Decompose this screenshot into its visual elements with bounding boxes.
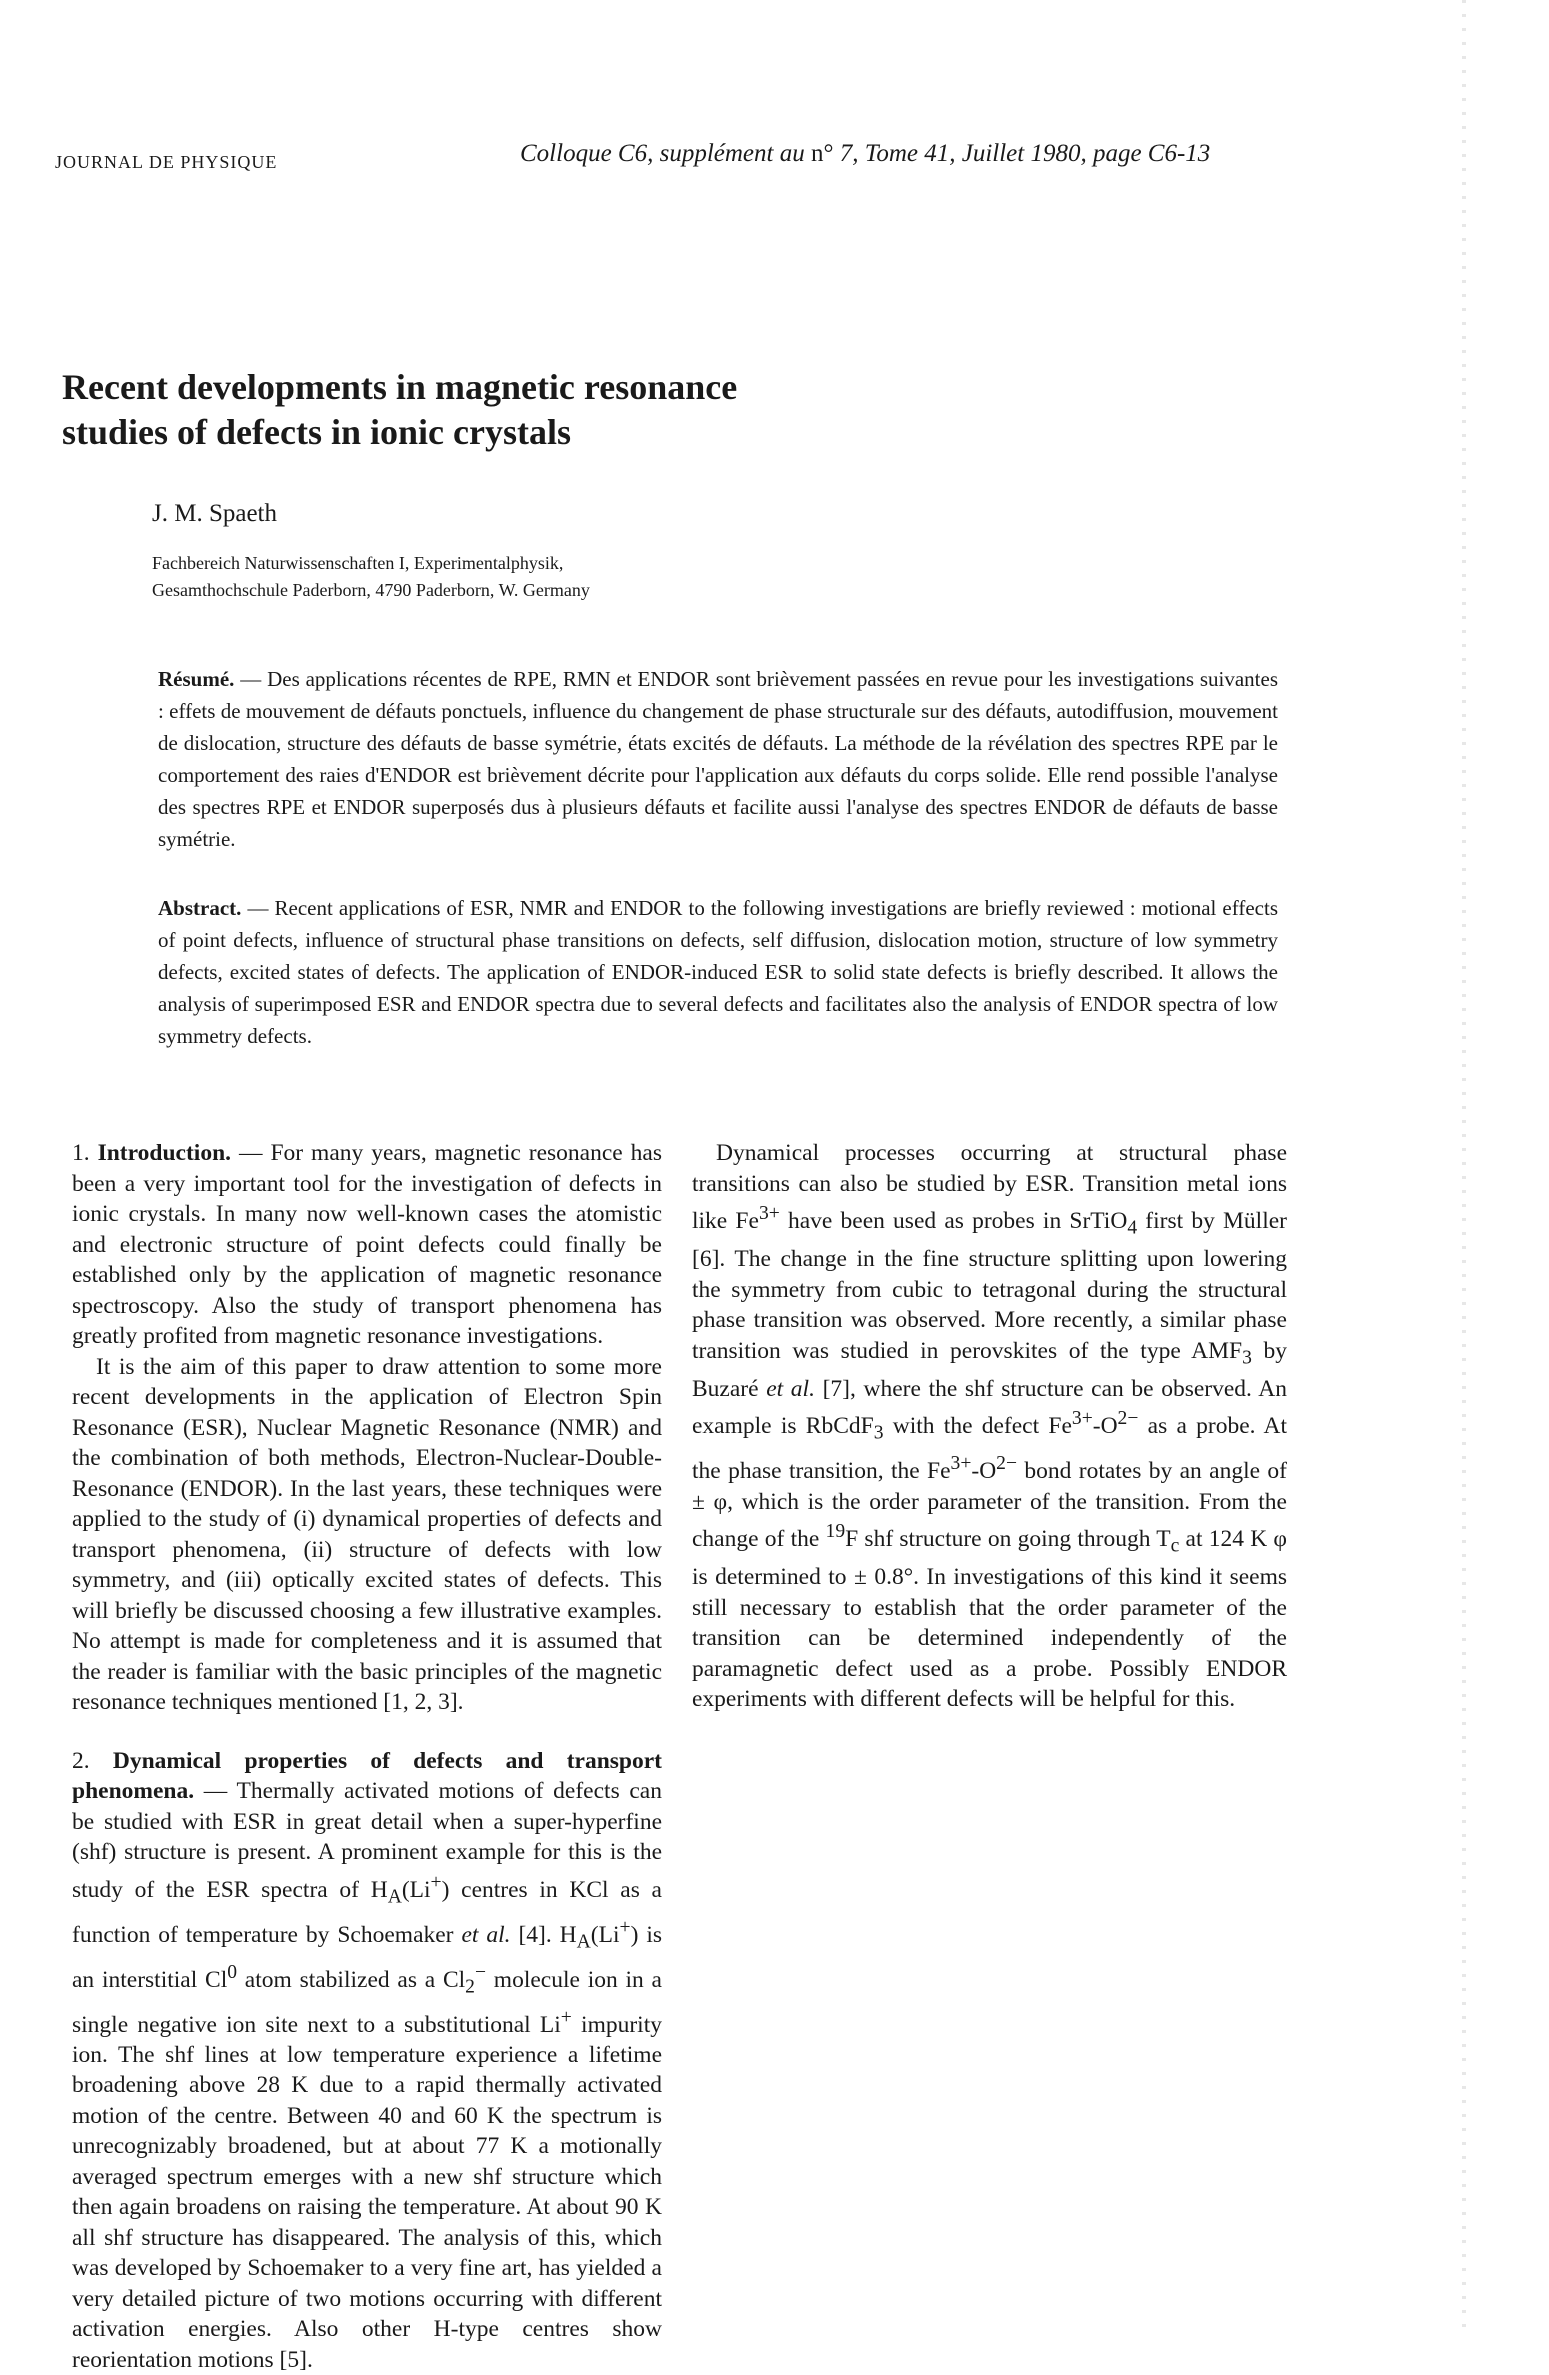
- title-line-2: studies of defects in ionic crystals: [62, 410, 962, 455]
- section-2-paragraph-1: [72, 1746, 662, 2375]
- p3-sup: 2−: [996, 1453, 1017, 1474]
- p3-text: as a probe. At the phase transition, the Fe: [692, 1413, 1287, 1484]
- p3-sup: 3+: [951, 1453, 972, 1474]
- abstract-paragraph: [158, 892, 1278, 1052]
- s2-sup: +: [561, 2007, 572, 2028]
- affiliation: [152, 550, 852, 604]
- article-title: [62, 365, 962, 455]
- p3-text: bond rotates by an angle of ± φ, which is the order parameter of the transition. From the change of the: [692, 1458, 1287, 1552]
- p3-sub: 3: [874, 1423, 884, 1444]
- journal-name: JOURNAL DE PHYSIQUE: [55, 152, 277, 173]
- p3-sub: c: [1171, 1536, 1180, 1557]
- p3-text: F shf structure on going through T: [845, 1526, 1170, 1552]
- number-label: n°: [811, 140, 834, 167]
- p3-text: -O: [971, 1458, 996, 1484]
- resume-text: — Des applications récentes de RPE, RMN et ENDOR sont brièvement passées en revue pour les investigations suivantes : effets de mouvement de défauts ponctuels, influence du changement de phase structurale sur des défauts, autodiffusion, mouvement de dislocation, structure des défauts de basse symétrie, états excités de défauts. La méthode de la révélation des spectres RPE par le comportement des raies d'ENDOR est brièvement décrite pour l'application aux défauts du corps solide. Elle rend possible l'analyse des spectres RPE et ENDOR superposés dus à plusieurs défauts et facilite aussi l'analyse des spectres ENDOR de défauts de basse symétrie.: [158, 667, 1278, 851]
- section-1-title: Introduction.: [98, 1140, 231, 1166]
- issue-details: 7, Tome 41, Juillet 1980, page C6-13: [840, 140, 1211, 167]
- section-2-title: Dynamical properties of defects and transport phenomena.: [72, 1748, 662, 1805]
- issue-line: [520, 140, 1280, 168]
- body-column-right: [692, 1138, 1287, 1715]
- s2-sub: A: [577, 1931, 591, 1952]
- s2-text: [4]. H: [511, 1921, 577, 1947]
- author-name: J. M. Spaeth: [152, 500, 277, 528]
- s2-sup: −: [475, 1962, 486, 1983]
- resume-label: Résumé.: [158, 667, 234, 691]
- affiliation-line-1: Fachbereich Naturwissenschaften I, Experimentalphysik,: [152, 550, 852, 577]
- scan-edge-artifact: [1462, 0, 1466, 2338]
- s2-italic: et al.: [461, 1921, 510, 1947]
- p3-sub: 3: [1242, 1347, 1252, 1368]
- section-2-paragraph-2: [692, 1138, 1287, 1715]
- p3-text: have been used as probes in SrTiO: [780, 1208, 1128, 1234]
- s2-sub: A: [388, 1886, 402, 1907]
- colloque-prefix: Colloque C6, supplément au: [520, 140, 805, 167]
- s2-text: atom stabilized as a Cl: [237, 1966, 465, 1992]
- p3-text: Dynamical processes occurring at structural phase transitions can also be studied by ESR. Transition metal ions like Fe: [692, 1140, 1287, 1234]
- s2-text: ) centres in KCl as a function of temperature by Schoemaker: [72, 1876, 662, 1947]
- body-column-left: [72, 1138, 662, 2375]
- p3-text: first by Müller [6]. The change in the fine structure splitting upon lowering the symmetry from cubic to tetragonal during the structural phase transition was observed. More recently, a similar phase transition was studied in perovskites of the type AMF: [692, 1208, 1287, 1364]
- resume-paragraph: [158, 663, 1278, 855]
- s2-text: ) is an interstitial Cl: [72, 1921, 662, 1992]
- p3-text: with the defect Fe: [884, 1413, 1072, 1439]
- p3-text: -O: [1093, 1413, 1118, 1439]
- s2-sup: +: [431, 1872, 442, 1893]
- section-1-paragraph-2: It is the aim of this paper to draw attention to some more recent developments in the application of Electron Spin Resonance (ESR), Nuclear Magnetic Resonance (NMR) and the combination of both methods, Electron-Nuclear-Double-Resonance (ENDOR). In the last years, these techniques were applied to the study of (i) dynamical properties of defects and transport phenomena, (ii) structure of defects with low symmetry, and (iii) optically excited states of defects. This will briefly be discussed choosing a few illustrative examples. No attempt is made for completeness and it is assumed that the reader is familiar with the basic principles of the magnetic resonance techniques mentioned [1, 2, 3].: [72, 1352, 662, 1718]
- p3-sup: 3+: [759, 1203, 780, 1224]
- section-1-number: 1.: [72, 1140, 90, 1166]
- p3-sup: 19: [826, 1521, 846, 1542]
- affiliation-line-2: Gesamthochschule Paderborn, 4790 Paderborn, W. Germany: [152, 577, 852, 604]
- s2-text: (Li: [591, 1921, 620, 1947]
- abstract-label: Abstract.: [158, 896, 241, 920]
- p3-sub: 4: [1127, 1218, 1137, 1239]
- s2-sup: +: [620, 1917, 631, 1938]
- s2-text: (Li: [402, 1876, 431, 1902]
- s2-text: — Thermally activated motions of defects can be studied with ESR in great detail when a super-hyperfine (shf) structure is present. A prominent example for this is the study of the ESR spectra of H: [72, 1778, 662, 1902]
- section-1-paragraph-1: [72, 1138, 662, 1352]
- s2-text: impurity ion. The shf lines at low temperature experience a lifetime broadening above 28 K due to a rapid thermally activated motion of the centre. Between 40 and 60 K the spectrum is unrecognizably broadened, but at about 77 K a motionally averaged spectrum emerges with a new shf structure which then again broadens on raising the temperature. At about 90 K all shf structure has disappeared. The analysis of this, which was developed by Schoemaker to a very fine art, has yielded a very detailed picture of two motions occurring with different activation energies. Also other H-type centres show reorientation motions [5].: [72, 2011, 662, 2373]
- p3-italic: et al.: [766, 1376, 815, 1402]
- s2-text: molecule ion in a single negative ion site next to a substitutional Li: [72, 1966, 662, 2037]
- s2-sup: 0: [227, 1962, 237, 1983]
- p3-text: [7], where the shf structure can be observed. An example is RbCdF: [692, 1376, 1287, 1439]
- title-line-1: Recent developments in magnetic resonance: [62, 365, 962, 410]
- section-2-number: 2.: [72, 1748, 90, 1774]
- section-1-text-1: — For many years, magnetic resonance has been a very important tool for the investigation of defects in ionic crystals. In many now well-known cases the atomistic and electronic structure of point defects could finally be established only by the application of magnetic resonance spectroscopy. Also the study of transport phenomena has greatly profited from magnetic resonance investigations.: [72, 1140, 662, 1349]
- s2-sub: 2: [465, 1976, 475, 1997]
- p3-text: by Buzaré: [692, 1338, 1287, 1402]
- p3-sup: 3+: [1072, 1408, 1093, 1429]
- p3-sup: 2−: [1118, 1408, 1139, 1429]
- abstract-text: — Recent applications of ESR, NMR and ENDOR to the following investigations are briefly reviewed : motional effects of point defects, influence of structural phase transitions on defects, self diffusion, dislocation motion, structure of low symmetry defects, excited states of defects. The application of ENDOR-induced ESR to solid state defects is briefly described. It allows the analysis of superimposed ESR and ENDOR spectra due to several defects and facilitates also the analysis of ENDOR spectra of low symmetry defects.: [158, 896, 1278, 1048]
- p3-text: at 124 K φ is determined to ± 0.8°. In investigations of this kind it seems still necessary to establish that the order parameter of the transition can be determined independently of the paramagnetic defect used as a probe. Possibly ENDOR experiments with different defects will be helpful for this.: [692, 1526, 1287, 1712]
